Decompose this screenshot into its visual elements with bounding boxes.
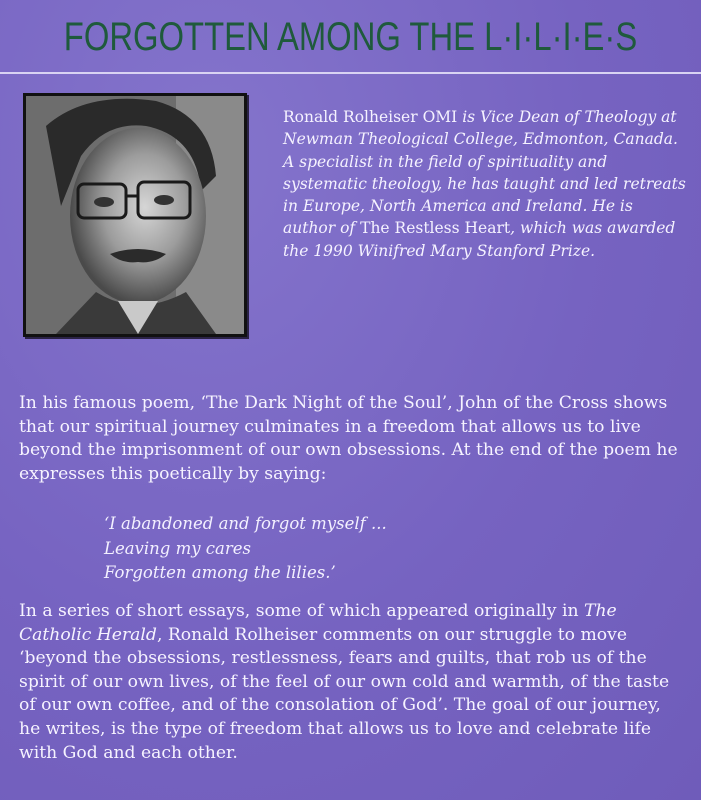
author-bio-text-2: , which was awarded the 1990 Winifred Mary Stanford Prize.	[283, 219, 676, 260]
summary-source-publication: The Catholic Herald	[19, 601, 617, 645]
summary-text-start: In a series of short essays, some of which appeared originally in	[19, 601, 585, 621]
author-portrait-illustration	[26, 96, 244, 334]
author-bio	[283, 106, 688, 262]
author-name: Ronald Rolheiser OMI	[283, 108, 458, 126]
author-photo-frame	[23, 93, 247, 337]
title-divider	[0, 72, 701, 74]
author-photo	[26, 96, 244, 334]
poem-line: Leaving my cares	[104, 538, 252, 558]
poem-line: ‘I abandoned and forgot myself ...	[104, 514, 387, 533]
summary-text-rest: , Ronald Rolheiser comments on our struggle to move ‘beyond the obsessions, restlessness, fears and guilts, that rob us of the spirit of our own lives, of the feel of our own cold and warmth, of the taste of our own coffee, and of the consolation of God’. The goal of our journey, he writes, is the type of freedom that allows us to love and celebrate life with God and each other.	[19, 624, 670, 763]
poem-quote	[104, 512, 604, 586]
intro-paragraph: In his famous poem, ‘The Dark Night of the Soul’, John of the Cross shows that our spiritual journey culminates in a freedom that allows us to live beyond the imprisonment of our own obsessions. At the end of the poem he expresses this poetically by saying:	[19, 393, 678, 484]
author-book-title: The Restless Heart	[360, 219, 511, 238]
author-bio-text-1: is Vice Dean of Theology at Newman Theological College, Edmonton, Canada. A specialist in the field of spirituality and systematic theology, he has taught and led retreats in Europe, North America and Ireland. He is author of	[283, 108, 686, 238]
poem-line: Forgotten among the lilies.’	[104, 563, 336, 582]
summary-paragraph	[19, 600, 687, 765]
cover-title: FORGOTTEN AMONG THE L·I·L·I·E·S	[63, 15, 638, 59]
